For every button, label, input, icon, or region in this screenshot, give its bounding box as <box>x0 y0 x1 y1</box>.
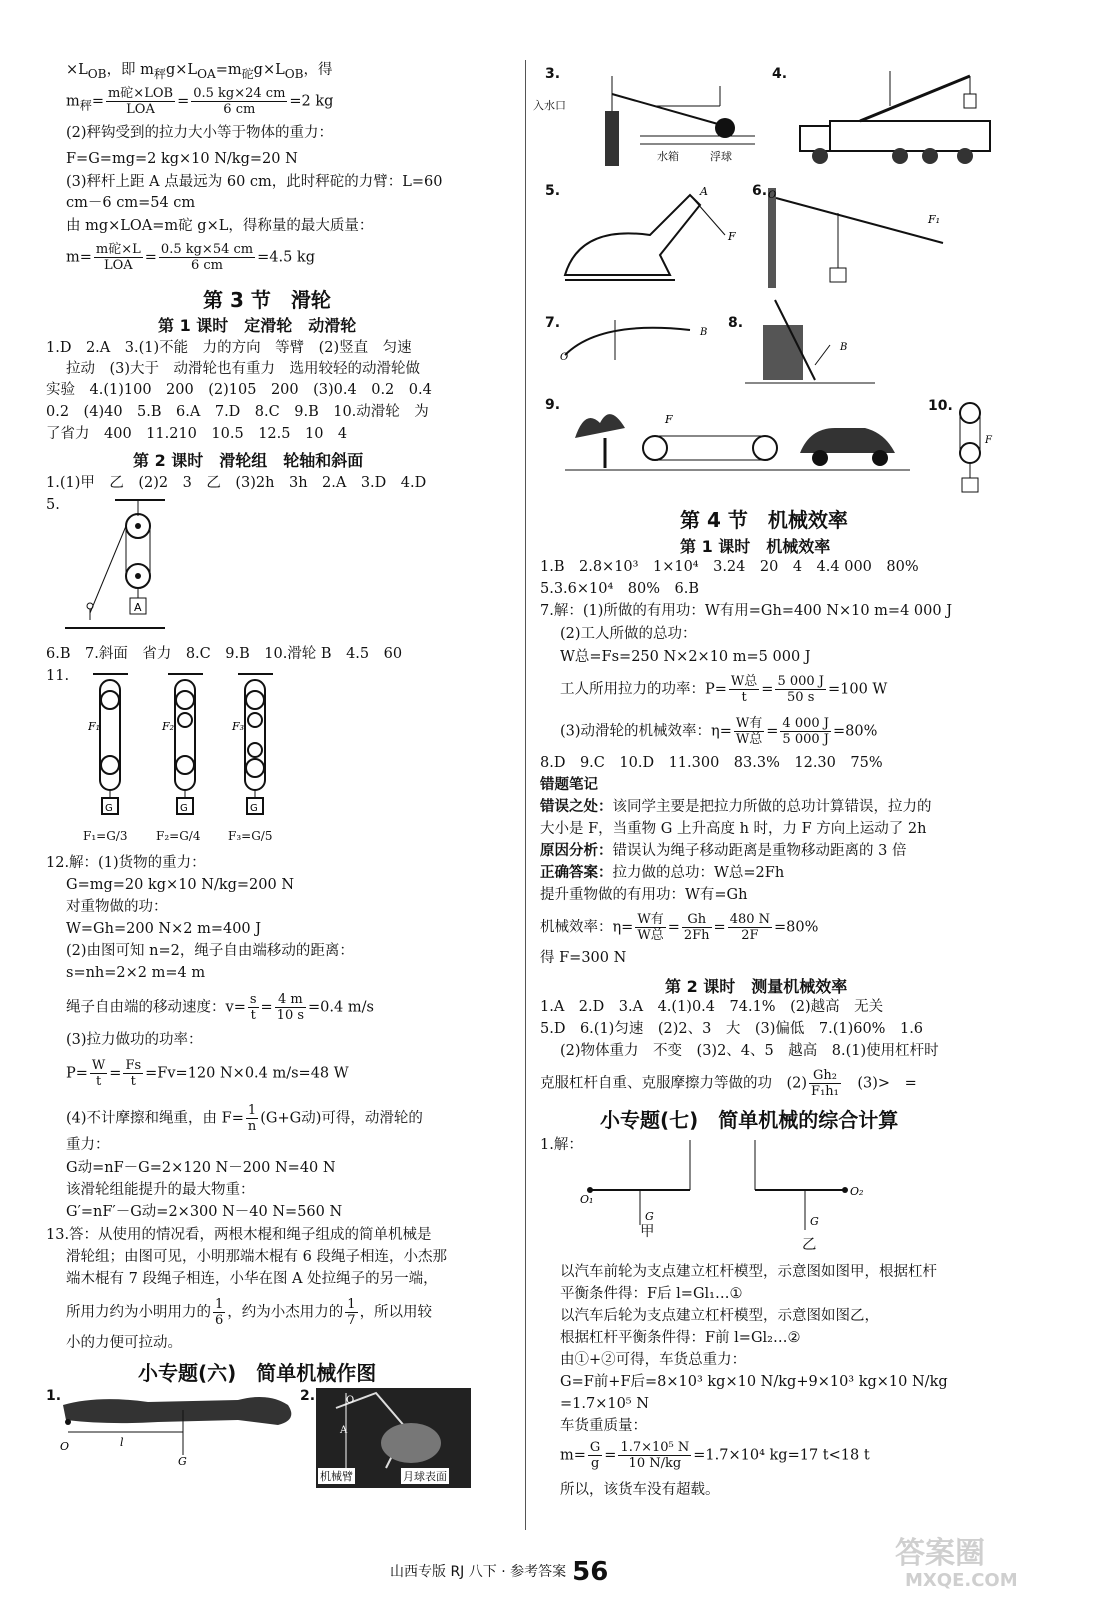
answer-line: 8.D 9.C 10.D 11.300 83.3% 12.30 75% <box>540 755 883 771</box>
figure-number: 9. <box>545 397 561 413</box>
stapler-figure <box>560 185 745 285</box>
text-line: s=nh=2×2 m=4 m <box>66 965 206 981</box>
svg-text:l: l <box>120 1436 124 1449</box>
text-line: m= $\frac{G}{g}$ = $\frac{\text{1.7×10⁵ N}}{10 N/kg}$ =1.7×10⁴ kg=17 t<18 t <box>560 1440 870 1471</box>
formula-label: F₁=G/3 <box>83 829 128 843</box>
svg-text:O: O <box>346 1395 355 1406</box>
column-divider <box>525 60 526 1530</box>
figure-label: 机械臂 <box>320 1470 353 1483</box>
svg-text:F₁: F₁ <box>88 720 101 733</box>
figure-number: 3. <box>545 66 561 82</box>
pulley-figure <box>60 498 170 638</box>
text-line: 工人所用拉力的功率：P= $\frac{\text{W总}}{t}$ = $\frac{5 000 J}{50 s}$ =100 W <box>560 674 888 705</box>
fraction: $\frac{\text{m砣×L}}{\text{LOA}}$ <box>95 242 141 273</box>
svg-text:F₃: F₃ <box>232 720 245 733</box>
text-line: G=mg=20 kg×10 N/kg=200 N <box>66 877 295 893</box>
lesson-title: 第 1 课时 定滑轮 动滑轮 <box>158 316 357 335</box>
svg-text:B: B <box>840 342 848 353</box>
text-line: (2)由图可知 n=2，绳子自由端移动的距离： <box>66 943 354 959</box>
answer-line: 拉动 (3)大于 动滑轮也有重力 选用较轻的动滑轮做 <box>66 361 421 377</box>
lever-wall-figure <box>768 183 958 293</box>
text-line: 正确答案：拉力做的总功：W总=2Fh <box>540 864 785 881</box>
topic-title: 小专题(六) 简单机械作图 <box>138 1361 377 1385</box>
text-line: 错误之处：该同学主要是把拉力所做的总功计算错误，拉力的 <box>540 798 932 815</box>
figure-number: 2. <box>300 1388 316 1404</box>
figure-label: 月球表面 <box>403 1470 447 1483</box>
answer-line: 0.2 (4)40 5.B 6.A 7.D 8.C 9.B 10.动滑轮 为 <box>46 404 429 420</box>
svg-text:G: G <box>250 803 258 814</box>
text-line: 根据杠杆平衡条件得：F前 l=Gl₂…② <box>560 1330 801 1346</box>
svg-text:G: G <box>105 803 113 814</box>
figure-label: 入水口 <box>533 99 566 112</box>
svg-text:G: G <box>178 1455 187 1465</box>
figure-label: 水箱 <box>657 150 679 163</box>
text-line: 得 F=300 N <box>540 950 627 966</box>
text-line: 提升重物做的有用功：W有=Gh <box>540 887 748 903</box>
text-line: (2)秤钩受到的拉力大小等于物体的重力： <box>66 125 334 141</box>
figure-label: 甲 <box>640 1224 655 1240</box>
text-line: $m_秤=$ $\frac{\text{m砣×LOB}}{\text{LOA}}$ = $\frac{0.5 kg\times 24 cm}{6 cm}$ =2 kg <box>66 86 334 117</box>
text-line: 滑轮组；由图可见，小明那端木棍有 6 段绳子相连，小杰那 <box>66 1249 447 1265</box>
text-line: 绳子自由端的移动速度：v= $\frac{s}{t}$ = $\frac{4 m}{10 s}$ =0.4 m/s <box>66 992 374 1023</box>
answer-line: 了省力 400 11.210 10.5 12.5 10 4 <box>46 426 348 442</box>
text-line: 7.解：(1)所做的有用功：W有用=Gh=400 N×10 m=4 000 J <box>540 603 953 619</box>
svg-text:F: F <box>985 435 992 446</box>
watermark-url: MXQE.COM <box>905 1570 1018 1591</box>
text-line: 以汽车前轮为支点建立杠杆模型，示意图如图甲，根据杠杆 <box>560 1264 937 1280</box>
text-line: W总=Fs=250 N×2×10 m=5 000 J <box>560 649 811 665</box>
figure-number: 1. <box>46 1388 62 1404</box>
svg-text:F: F <box>665 413 673 426</box>
text-line: F=G=mg=2 kg×10 N/kg=20 N <box>66 151 298 167</box>
answer-line: 5.3.6×10⁴ 80% 6.B <box>540 581 700 597</box>
text-line: (3)秤杆上距 A 点最远为 60 cm，此时秤砣的力臂：L=60 <box>66 174 443 190</box>
text-line: 车货重质量： <box>560 1418 647 1434</box>
text-line: (2)工人所做的总功： <box>560 626 697 642</box>
svg-text:O₂: O₂ <box>850 1185 864 1198</box>
svg-text:A: A <box>134 601 142 614</box>
page-footer: 山西专版 RJ 八下 · 参考答案 56 <box>390 1557 609 1587</box>
answer-line: 6.B 7.斜面 省力 8.C 9.B 10.滑轮 B 4.5 60 <box>46 646 403 662</box>
svg-text:O: O <box>768 190 777 201</box>
answer-line: 1.A 2.D 3.A 4.(1)0.4 74.1% (2)越高 无关 <box>540 999 884 1015</box>
answer-line: 克服杠杆自重、克服摩擦力等做的功 (2) $\frac{\text{Gh₂}}{\text{F₁h₁}}$ (3)> = <box>540 1068 917 1099</box>
fraction: $\frac{0.5 kg\times 24 cm}{6 cm}$ <box>193 86 286 117</box>
text-line: 对重物做的功： <box>66 899 168 915</box>
text-line: P= $\frac{W}{t}$ = $\frac{Fs}{t}$ =Fv=120 N×0.4 m/s=48 W <box>66 1058 349 1089</box>
fraction: $\frac{\text{m砣×LOB}}{\text{LOA}}$ <box>107 86 174 117</box>
lesson-title: 第 2 课时 滑轮组 轮轴和斜面 <box>133 451 364 470</box>
svg-text:F₁: F₁ <box>928 213 941 226</box>
section-title: 第 4 节 机械效率 <box>680 508 848 532</box>
text-line: (3)拉力做功的功率： <box>66 1032 203 1048</box>
figure-label: 乙 <box>802 1237 817 1253</box>
figure-number: 10. <box>928 398 953 414</box>
formula-label: F₂=G/4 <box>156 829 201 843</box>
text-line: 该滑轮组能提升的最大物重： <box>66 1182 255 1198</box>
text-line: 所用力约为小明用力的 $\frac{1}{6}$ ，约为小杰用力的 $\frac{1}{7}$ ，所以用较 <box>66 1297 433 1328</box>
svg-text:G: G <box>180 803 188 814</box>
watermark: 答案圈 <box>895 1536 985 1571</box>
answer-number: 5. <box>46 497 60 513</box>
lever-model-figure <box>580 1135 910 1245</box>
crane-truck-figure <box>790 66 1010 171</box>
pulley-fig10 <box>950 398 1000 498</box>
text-line: 由 mg×LOA=m砣 g×L，得称量的最大质量： <box>66 218 374 234</box>
car-pulley-figure <box>565 398 915 478</box>
answer-line: 5.D 6.(1)匀速 (2)2、3 大 (3)偏低 7.(1)60% 1.6 <box>540 1021 924 1037</box>
text-line: 机械效率：η= $\frac{\text{W有}}{\text{W总}}$ = $\frac{Gh}{2Fh}$ = $\frac{480 N}{2F}$ =80% <box>540 912 819 943</box>
text-line: G=F前+F后=8×10³ kg×10 N/kg+9×10³ kg×10 N/kg <box>560 1374 948 1390</box>
text-line: cm－6 cm=54 cm <box>66 195 196 211</box>
answer-line: (2)物体重力 不变 (3)2、4、5 越高 8.(1)使用杠杆时 <box>560 1043 939 1059</box>
text-line: m= $\frac{\text{m砣×L}}{\text{LOA}}$ = $\frac{0.5 kg\times 54 cm}{6 cm}$ =4.5 kg <box>66 242 315 273</box>
lever-fig8 <box>745 295 880 385</box>
svg-text:F₂: F₂ <box>162 720 175 733</box>
fraction: $\frac{0.5 kg\times 54 cm}{6 cm}$ <box>160 242 254 273</box>
page-number: 56 <box>572 1557 609 1587</box>
text-line: W=Gh=200 N×2 m=400 J <box>66 921 262 937</box>
figure-label: 浮球 <box>710 150 732 163</box>
lesson-title: 第 2 课时 测量机械效率 <box>665 977 848 996</box>
figure-number: 8. <box>728 315 744 331</box>
pulley-sets-figure <box>88 670 308 830</box>
text-line: 12.解：(1)货物的重力： <box>46 855 206 871</box>
text-line: 以汽车后轮为支点建立杠杆模型，示意图如图乙， <box>560 1308 879 1324</box>
svg-text:O: O <box>560 352 569 363</box>
formula-label: F₃=G/5 <box>228 829 273 843</box>
push-up-figure <box>58 1390 303 1465</box>
error-notes-title: 错题笔记 <box>540 776 598 793</box>
section-title: 第 3 节 滑轮 <box>203 288 331 312</box>
text-line: 小的力便可拉动。 <box>66 1335 182 1351</box>
svg-text:O₁: O₁ <box>580 1193 594 1206</box>
answer-line: 实验 4.(1)100 200 (2)105 200 (3)0.4 0.2 0.4 <box>46 382 432 398</box>
text-line: 1.解： <box>540 1137 583 1153</box>
text-line: 原因分析：错误认为绳子移动距离是重物移动距离的 3 倍 <box>540 842 907 859</box>
text-line: 重力： <box>66 1137 110 1153</box>
svg-text:O: O <box>60 1440 70 1453</box>
topic-title: 小专题(七) 简单机械的综合计算 <box>600 1108 899 1132</box>
text-line: G动=nF－G=2×120 N－200 N=40 N <box>66 1160 336 1176</box>
answer-number: 11. <box>46 668 70 684</box>
answer-line: 1.(1)甲 乙 (2)2 3 乙 (3)2h 3h 2.A 3.D 4.D <box>46 475 427 491</box>
robot-arm-figure <box>316 1388 471 1488</box>
text-line: 所以，该货车没有超载。 <box>560 1482 720 1498</box>
answer-line: 1.B 2.8×10³ 1×10⁴ 3.24 20 4 4.4 000 80% <box>540 559 919 575</box>
answer-line: 1.D 2.A 3.(1)不能 力的方向 等臂 (2)竖直 匀速 <box>46 340 412 356</box>
svg-text:G: G <box>810 1215 819 1228</box>
svg-text:B: B <box>700 327 708 338</box>
svg-text:G: G <box>645 1210 654 1223</box>
text-line: (3)动滑轮的机械效率：η= $\frac{\text{W有}}{\text{W总}}$ = $\frac{4 000 J}{5 000 J}$ =80% <box>560 716 878 747</box>
svg-text:F: F <box>728 230 736 243</box>
text-line: G′=nF′－G动=2×300 N－40 N=560 N <box>66 1204 343 1220</box>
text-line: =1.7×10⁵ N <box>560 1396 649 1412</box>
lesson-title: 第 1 课时 机械效率 <box>680 537 831 556</box>
text-line: $\times L_{OB}$，即 $m_秤g\times L_{OA}=m_砣g\times L_{OB}$，得 <box>66 62 333 81</box>
figure-number: 5. <box>545 183 561 199</box>
figure-number: 4. <box>772 66 788 82</box>
text-line: (4)不计摩擦和绳重，由 F= $\frac{1}{n}$ (G+G动)可得，动滑轮的 <box>66 1103 423 1134</box>
text-line: 13.答：从使用的情况看，两根木棍和绳子组成的简单机械是 <box>46 1227 432 1243</box>
figure-number: 6. <box>752 183 768 199</box>
text-line: 端木棍有 7 段绳子相连，小华在图 A 处拉绳子的另一端， <box>66 1271 438 1287</box>
text-line: 平衡条件得：F后 l=Gl₁…① <box>560 1286 743 1302</box>
text-line: 大小是 F，当重物 G 上升高度 h 时，力 F 方向上运动了 2h <box>540 821 927 837</box>
svg-text:A: A <box>340 1425 348 1436</box>
lever-fig7 <box>560 315 720 365</box>
figure-number: 7. <box>545 315 561 331</box>
svg-text:A: A <box>700 185 708 198</box>
text-line: 由①+②可得，车货总重力： <box>560 1352 747 1368</box>
